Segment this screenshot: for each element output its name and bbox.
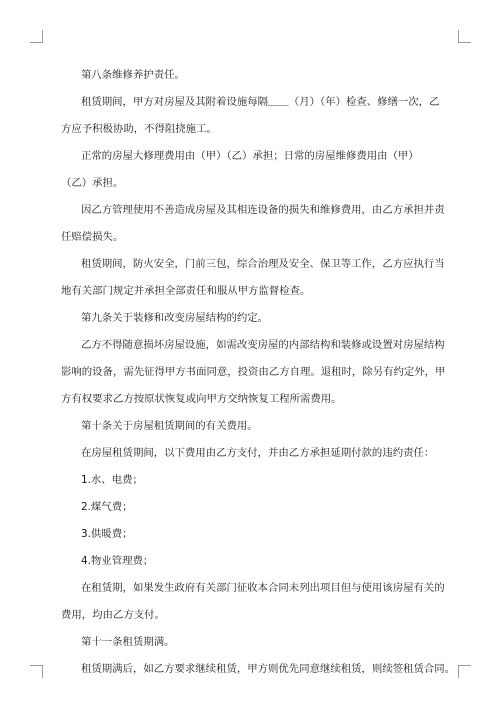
crop-mark-bottom-right [458,665,471,678]
crop-mark-top-left [30,30,43,43]
text-line: 任赔偿损失。 [61,231,124,243]
text-line: 第九条关于装修和改变房屋结构的约定。 [81,312,269,324]
text-line: 影响的设备，需先征得甲方书面同意，投资由乙方自理。退租时，除另有约定外，甲 [61,366,446,378]
paragraph [61,575,455,629]
text-line: 正常的房屋大修理费用由（甲）（乙）承担；日常的房屋维修费用由（甲） [81,150,419,162]
text-line: 在租赁期，如果发生政府有关部门征收本合同未列出项目但与使用该房屋有关的 [81,582,445,594]
text-line: 4.物业管理费； [81,555,154,567]
text-line: 第十一条租赁期满。 [81,636,175,648]
paragraph [61,143,455,197]
paragraph [61,251,455,305]
text-line: 费用，均由乙方支付。 [61,609,165,621]
paragraph [61,89,455,143]
paragraph [61,332,455,413]
text-line: 租赁期间，防火安全，门前三包，综合治理及安全、保卫等工作，乙方应执行当 [81,258,445,270]
list-item [61,521,455,548]
text-line: 租赁期满后，如乙方要求继续租赁，甲方则优先同意继续租赁，则续签租赁合同。 [81,663,456,675]
text-line: 租赁期间，甲方对房屋及其附着设施每隔＿＿（月）（年）检查、修缮一次，乙 [81,96,440,108]
text-line: 3.供暖费； [81,528,133,540]
text-line: 2.煤气费； [81,501,133,513]
paragraph [61,656,455,683]
text-line: 在房屋租赁期间，以下费用由乙方支付，并由乙方承担延期付款的违约责任： [81,447,435,459]
crop-mark-bottom-left [30,665,43,678]
text-line: 第八条维修养护责任。 [81,69,185,81]
paragraph [61,440,455,467]
clause-heading [61,305,455,332]
clause-heading [61,413,455,440]
text-line: 因乙方管理使用不善造成房屋及其相连设备的损失和维修费用，由乙方承担并责 [81,204,445,216]
clause-heading [61,62,455,89]
clause-heading [61,629,455,656]
list-item [61,548,455,575]
text-line: 方有权要求乙方按原状恢复或向甲方交纳恢复工程所需费用。 [61,393,342,405]
list-item [61,494,455,521]
list-item [61,467,455,494]
text-line: 地有关部门规定并承担全部责任和服从甲方监督检查。 [61,285,311,297]
text-line: （乙）承担。 [61,177,124,189]
text-line: 1.水、电费； [81,474,143,486]
document-body [61,62,455,683]
text-line: 乙方不得随意损坏房屋设施，如需改变房屋的内部结构和装修或设置对房屋结构 [81,339,445,351]
text-line: 第十条关于房屋租赁期间的有关费用。 [81,420,258,432]
crop-mark-top-right [458,30,471,43]
paragraph [61,197,455,251]
text-line: 方应予积极协助，不得阻挠施工。 [61,123,217,135]
